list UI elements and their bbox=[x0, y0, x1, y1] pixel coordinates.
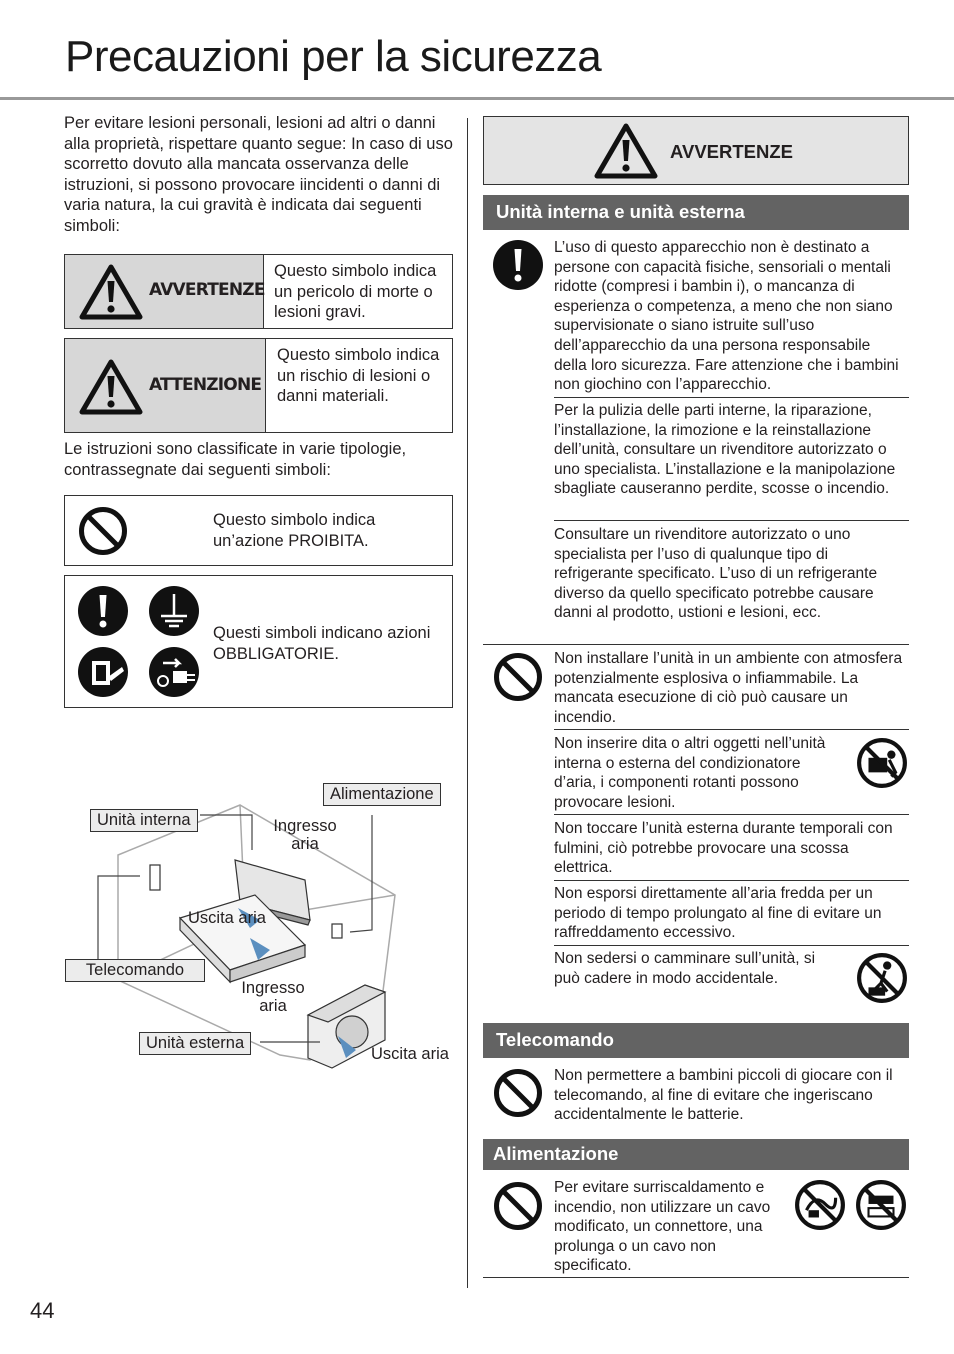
label-ingresso-aria-bottom: Ingresso aria bbox=[241, 979, 305, 1015]
warning-banner bbox=[483, 116, 909, 185]
no-climbing-icon bbox=[856, 952, 908, 1004]
legend-caution bbox=[64, 338, 453, 433]
prohibited-icon bbox=[493, 1181, 543, 1231]
section-header-remote: Telecomando bbox=[483, 1023, 909, 1058]
legend-warning-text: Questo simbolo indica un pericolo di morte o lesioni gravi. bbox=[274, 262, 437, 321]
label-telecomando: Telecomando bbox=[65, 959, 205, 982]
caution-triangle-icon bbox=[79, 358, 143, 416]
section-header-power: Alimentazione bbox=[483, 1139, 909, 1170]
column-divider bbox=[467, 118, 468, 1288]
divider bbox=[554, 520, 909, 521]
power-off-icon bbox=[78, 647, 128, 697]
intro-text: Per evitare lesioni personali, lesioni ad altri o danni alla proprietà, rispettare quanto segue: In caso di uso scorretto dovuto alla mancata osservanza delle istruzioni, si possono provocare iincidenti o danni di varia natura, la cui gravità è indicata dai seguenti simboli: bbox=[64, 114, 453, 235]
divider bbox=[554, 814, 909, 815]
title-divider bbox=[0, 97, 954, 100]
label-unita-interna: Unità interna bbox=[90, 809, 198, 832]
section-header-units: Unità interna e unità esterna bbox=[483, 195, 909, 230]
divider bbox=[554, 397, 909, 398]
ground-icon bbox=[149, 586, 199, 636]
remote-text: Non permettere a bambini piccoli di giocare con il telecomando, al fine di evitare che ingeriscano accidentalmente le batterie. bbox=[554, 1067, 893, 1124]
unplug-icon bbox=[149, 647, 199, 697]
label-ingresso-aria-top: Ingresso aria bbox=[273, 817, 337, 853]
mandatory-icon bbox=[78, 586, 128, 636]
item-text: Non sedersi o camminare sull’unità, si può cadere in modo accidentale. bbox=[554, 950, 816, 987]
power-text: Per evitare surriscaldamento e incendio, non utilizzare un cavo modificato, un connettore, una prolunga o un cavo non specificato. bbox=[554, 1179, 771, 1275]
divider bbox=[554, 880, 909, 881]
prohibited-icon bbox=[493, 652, 543, 702]
legend-mandatory-text: Questi simboli indicano azioni OBBLIGATORIE. bbox=[213, 624, 431, 663]
no-extension-cord-icon bbox=[855, 1179, 907, 1231]
page-number: 44 bbox=[30, 1298, 55, 1323]
legend-mandatory bbox=[64, 575, 453, 708]
divider bbox=[554, 729, 909, 730]
item-text: Non esporsi direttamente all’aria fredda per un periodo di tempo prolungato al fine di evitare un raffreddamento eccessivo. bbox=[554, 885, 882, 942]
legend-prohibited bbox=[64, 495, 453, 566]
legend-caution-text: Questo simbolo indica un rischio di lesioni o danni materiali. bbox=[277, 346, 440, 405]
no-modified-cable-icon bbox=[794, 1179, 846, 1231]
warning-banner-icon bbox=[594, 122, 658, 180]
page-title: Precauzioni per la sicurezza bbox=[65, 32, 602, 81]
prohibited-icon bbox=[78, 506, 128, 556]
label-unita-esterna: Unità esterna bbox=[139, 1032, 251, 1055]
no-fingers-icon bbox=[856, 737, 908, 789]
legend-warning bbox=[64, 254, 453, 329]
item-text: Non toccare l’unità esterna durante temporali con fulmini, ciò potrebbe provocare una scossa elettrica. bbox=[554, 820, 893, 877]
divider bbox=[483, 1277, 909, 1278]
item-text: Non inserire dita o altri oggetti nell’unità interna o esterna del condizionatore d’aria, i componenti rotanti possono provocare lesioni. bbox=[554, 735, 826, 811]
item-text: Non installare l’unità in un ambiente con atmosfera potenzialmente esplosiva o infiammabile. La mancata esecuzione di ciò può causare un incendio. bbox=[554, 650, 903, 726]
label-alimentazione: Alimentazione bbox=[323, 783, 441, 806]
legend-warning-label: AVVERTENZE bbox=[149, 280, 265, 300]
legend-caution-label: ATTENZIONE bbox=[149, 375, 262, 395]
item-text: Per la pulizia delle parti interne, la riparazione, l’installazione, la rimozione e la reinstallazione dell’unità, consultare un rivenditore autorizzato o uno specialista. L’installazione e la manipolazione sbagliate causeranno perdite, scosse o incendio. bbox=[554, 402, 896, 498]
divider bbox=[483, 644, 909, 645]
divider bbox=[554, 945, 909, 946]
label-uscita-aria-bottom: Uscita aria bbox=[371, 1045, 449, 1063]
legend-prohibited-text: Questo simbolo indica un’azione PROIBITA. bbox=[213, 511, 376, 550]
warning-triangle-icon bbox=[79, 263, 143, 321]
mandatory-icon bbox=[493, 240, 543, 290]
prohibited-icon bbox=[493, 1068, 543, 1118]
classified-text: Le istruzioni sono classificate in varie tipologie, contrassegnate dai seguenti simboli: bbox=[64, 440, 407, 479]
item-text: Consultare un rivenditore autorizzato o uno specialista per l’uso di qualunque tipo di refrigerante specificato. L’uso di un refrigerante diverso da quello specificato potrebbe causare danni al prodotto, ustioni e lesioni, ecc. bbox=[554, 526, 878, 622]
warning-banner-label: AVVERTENZE bbox=[670, 141, 794, 162]
label-uscita-aria-mid: Uscita aria bbox=[188, 909, 266, 927]
item-text: L’uso di questo apparecchio non è destinato a persone con capacità fisiche, sensoriali o mentali ridotte (compresi i bambin i), o mancanza di esperienza o competenza, a meno che non siano supervisionate o siano istruite sull’uso dell’apparecchio da una persona responsabile della loro sicurezza. Fare attenzione che i bambini non giochino con l’apparecchio. bbox=[554, 239, 899, 394]
